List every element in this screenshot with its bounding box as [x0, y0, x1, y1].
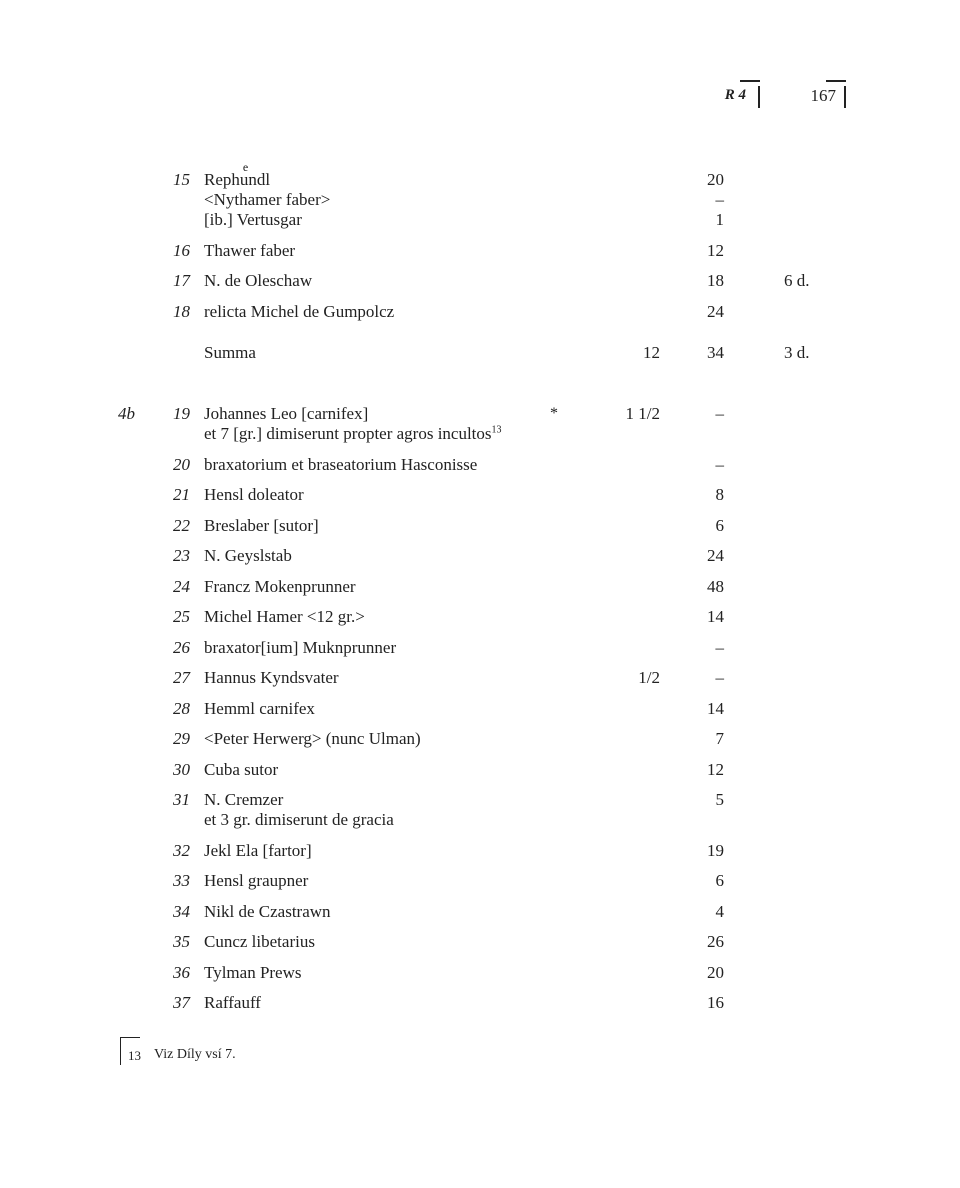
- entry-name: Raffauff: [204, 993, 261, 1012]
- table-row: [0, 455, 960, 475]
- amount-column-1: 12: [643, 343, 660, 362]
- amount-column-1: 1 1/2: [625, 404, 660, 423]
- amount-column-2: 6: [715, 516, 724, 535]
- amount-column-2: 8: [715, 485, 724, 504]
- entry-name: Hemml carnifex: [204, 699, 315, 718]
- signature-label: R 4: [724, 87, 746, 103]
- table-row: [0, 699, 960, 719]
- amount-column-3: 3 d.: [784, 343, 810, 362]
- entry-number: 30: [173, 760, 190, 779]
- entry-name: braxatorium et braseatorium Hasconisse: [204, 455, 478, 474]
- amount-column-2: –: [715, 638, 724, 657]
- amount-column-2: 18: [707, 271, 724, 290]
- table-row: [0, 760, 960, 780]
- table-row: [0, 577, 960, 597]
- amount-column-2: 20: [707, 963, 724, 982]
- entry-number: 29: [173, 729, 190, 748]
- entry-number: 16: [173, 241, 190, 260]
- amount-column-3: 6 d.: [784, 271, 810, 290]
- amount-column-2: 12: [707, 241, 724, 260]
- amount-column-2: 14: [707, 607, 724, 626]
- entry-number: 24: [173, 577, 190, 596]
- amount-column-2: 20: [707, 170, 724, 189]
- table-row: [0, 810, 960, 830]
- table-row: [0, 638, 960, 658]
- footnote-reference: 13: [491, 424, 502, 436]
- entry-name: Tylman Prews: [204, 963, 302, 982]
- table-row: [0, 190, 960, 210]
- amount-column-2: 26: [707, 932, 724, 951]
- entry-name: Cuba sutor: [204, 760, 279, 779]
- entry-number: 17: [173, 271, 190, 290]
- entry-number: 22: [173, 516, 190, 535]
- amount-column-2: 5: [715, 790, 724, 809]
- footnote-number: 13: [128, 1048, 141, 1063]
- entry-name: Michel Hamer <12 gr.>: [204, 607, 365, 626]
- entry-number: 31: [173, 790, 190, 809]
- table-row: [0, 729, 960, 749]
- table-row: [0, 871, 960, 891]
- entry-name: Summa: [204, 343, 256, 362]
- entry-name: Johannes Leo [carnifex]: [204, 404, 369, 423]
- table-row: [0, 210, 960, 230]
- entry-number: 25: [173, 607, 190, 626]
- table-row: [0, 302, 960, 322]
- table-row: [0, 424, 960, 444]
- amount-column-2: 34: [707, 343, 724, 362]
- table-row: [0, 343, 960, 363]
- folio-marker: 4b: [118, 404, 135, 423]
- table-row: [0, 516, 960, 536]
- entry-name: braxator[ium] Muknprunner: [204, 638, 397, 657]
- entry-number: 32: [173, 841, 190, 860]
- amount-column-2: –: [715, 404, 724, 423]
- amount-column-2: –: [715, 455, 724, 474]
- entry-name: N. Cremzer: [204, 790, 284, 809]
- entry-name: Nikl de Czastrawn: [204, 902, 331, 921]
- table-row: [0, 993, 960, 1013]
- page-number: 167: [810, 86, 836, 105]
- entry-name-text: et 7 [gr.] dimiserunt propter agros incultos: [204, 424, 492, 443]
- table-row: [0, 790, 960, 810]
- entry-name-part: ndl: [248, 170, 271, 189]
- running-head-signature: [720, 86, 760, 108]
- entry-name: et 3 gr. dimiserunt de gracia: [204, 810, 394, 829]
- entry-number: 34: [173, 902, 190, 921]
- amount-column-2: 24: [707, 302, 724, 321]
- entry-name: <Nythamer faber>: [204, 190, 331, 209]
- entry-number: 33: [173, 871, 190, 890]
- entry-number: 18: [173, 302, 190, 321]
- running-head-page: [800, 86, 846, 108]
- amount-column-2: 48: [707, 577, 724, 596]
- entry-number: 20: [173, 455, 190, 474]
- amount-column-2: 12: [707, 760, 724, 779]
- footnote-text: Viz Díly vsí 7.: [154, 1047, 236, 1062]
- table-row: [0, 963, 960, 983]
- entry-name: Hensl doleator: [204, 485, 304, 504]
- entry-number: 23: [173, 546, 190, 565]
- entry-name: Thawer faber: [204, 241, 296, 260]
- entry-number: 35: [173, 932, 190, 951]
- entry-number: 26: [173, 638, 190, 657]
- table-row: [0, 241, 960, 261]
- table-row: [0, 271, 960, 291]
- table-row: [0, 932, 960, 952]
- table-row: [0, 485, 960, 505]
- entry-name: Francz Mokenprunner: [204, 577, 356, 596]
- amount-column-2: 4: [715, 902, 724, 921]
- amount-column-2: 1: [715, 210, 724, 229]
- entry-number: 15: [173, 170, 190, 189]
- entry-name: [204, 170, 270, 190]
- entry-name: Cuncz libetarius: [204, 932, 315, 951]
- entry-name-part: Reph: [204, 170, 240, 189]
- table-row: [0, 841, 960, 861]
- amount-column-1: 1/2: [638, 668, 660, 687]
- entry-name: Breslaber [sutor]: [204, 516, 319, 535]
- table-row: [0, 668, 960, 688]
- entry-number: 27: [173, 668, 190, 687]
- entry-name: Hensl graupner: [204, 871, 309, 890]
- table-row: [0, 546, 960, 566]
- entry-name: <Peter Herwerg> (nunc Ulman): [204, 729, 421, 748]
- table-row: [0, 607, 960, 627]
- table-row: [0, 404, 960, 424]
- amount-column-2: 14: [707, 699, 724, 718]
- entry-name: N. Geyslstab: [204, 546, 292, 565]
- entry-number: 28: [173, 699, 190, 718]
- entry-number: 37: [173, 993, 190, 1012]
- entry-name: [ib.] Vertusgar: [204, 210, 302, 229]
- table-row: [0, 170, 960, 190]
- entry-number: 19: [173, 404, 190, 423]
- amount-column-2: 7: [715, 729, 724, 748]
- table-row: [0, 902, 960, 922]
- entry-name: [204, 424, 502, 444]
- entry-name: N. de Oleschaw: [204, 271, 313, 290]
- amount-column-2: 6: [715, 871, 724, 890]
- entry-name: Hannus Kyndsvater: [204, 668, 339, 687]
- entry-number: 36: [173, 963, 190, 982]
- amount-column-2: –: [715, 190, 724, 209]
- amount-column-2: –: [715, 668, 724, 687]
- amount-column-2: 24: [707, 546, 724, 565]
- entry-number: 21: [173, 485, 190, 504]
- amount-column-2: 19: [707, 841, 724, 860]
- amount-column-2: 16: [707, 993, 724, 1012]
- asterisk-mark: *: [550, 405, 558, 422]
- entry-name: relicta Michel de Gumpolcz: [204, 302, 395, 321]
- entry-name: Jekl Ela [fartor]: [204, 841, 312, 860]
- entry-name-superscript-letter: e u: [240, 170, 249, 190]
